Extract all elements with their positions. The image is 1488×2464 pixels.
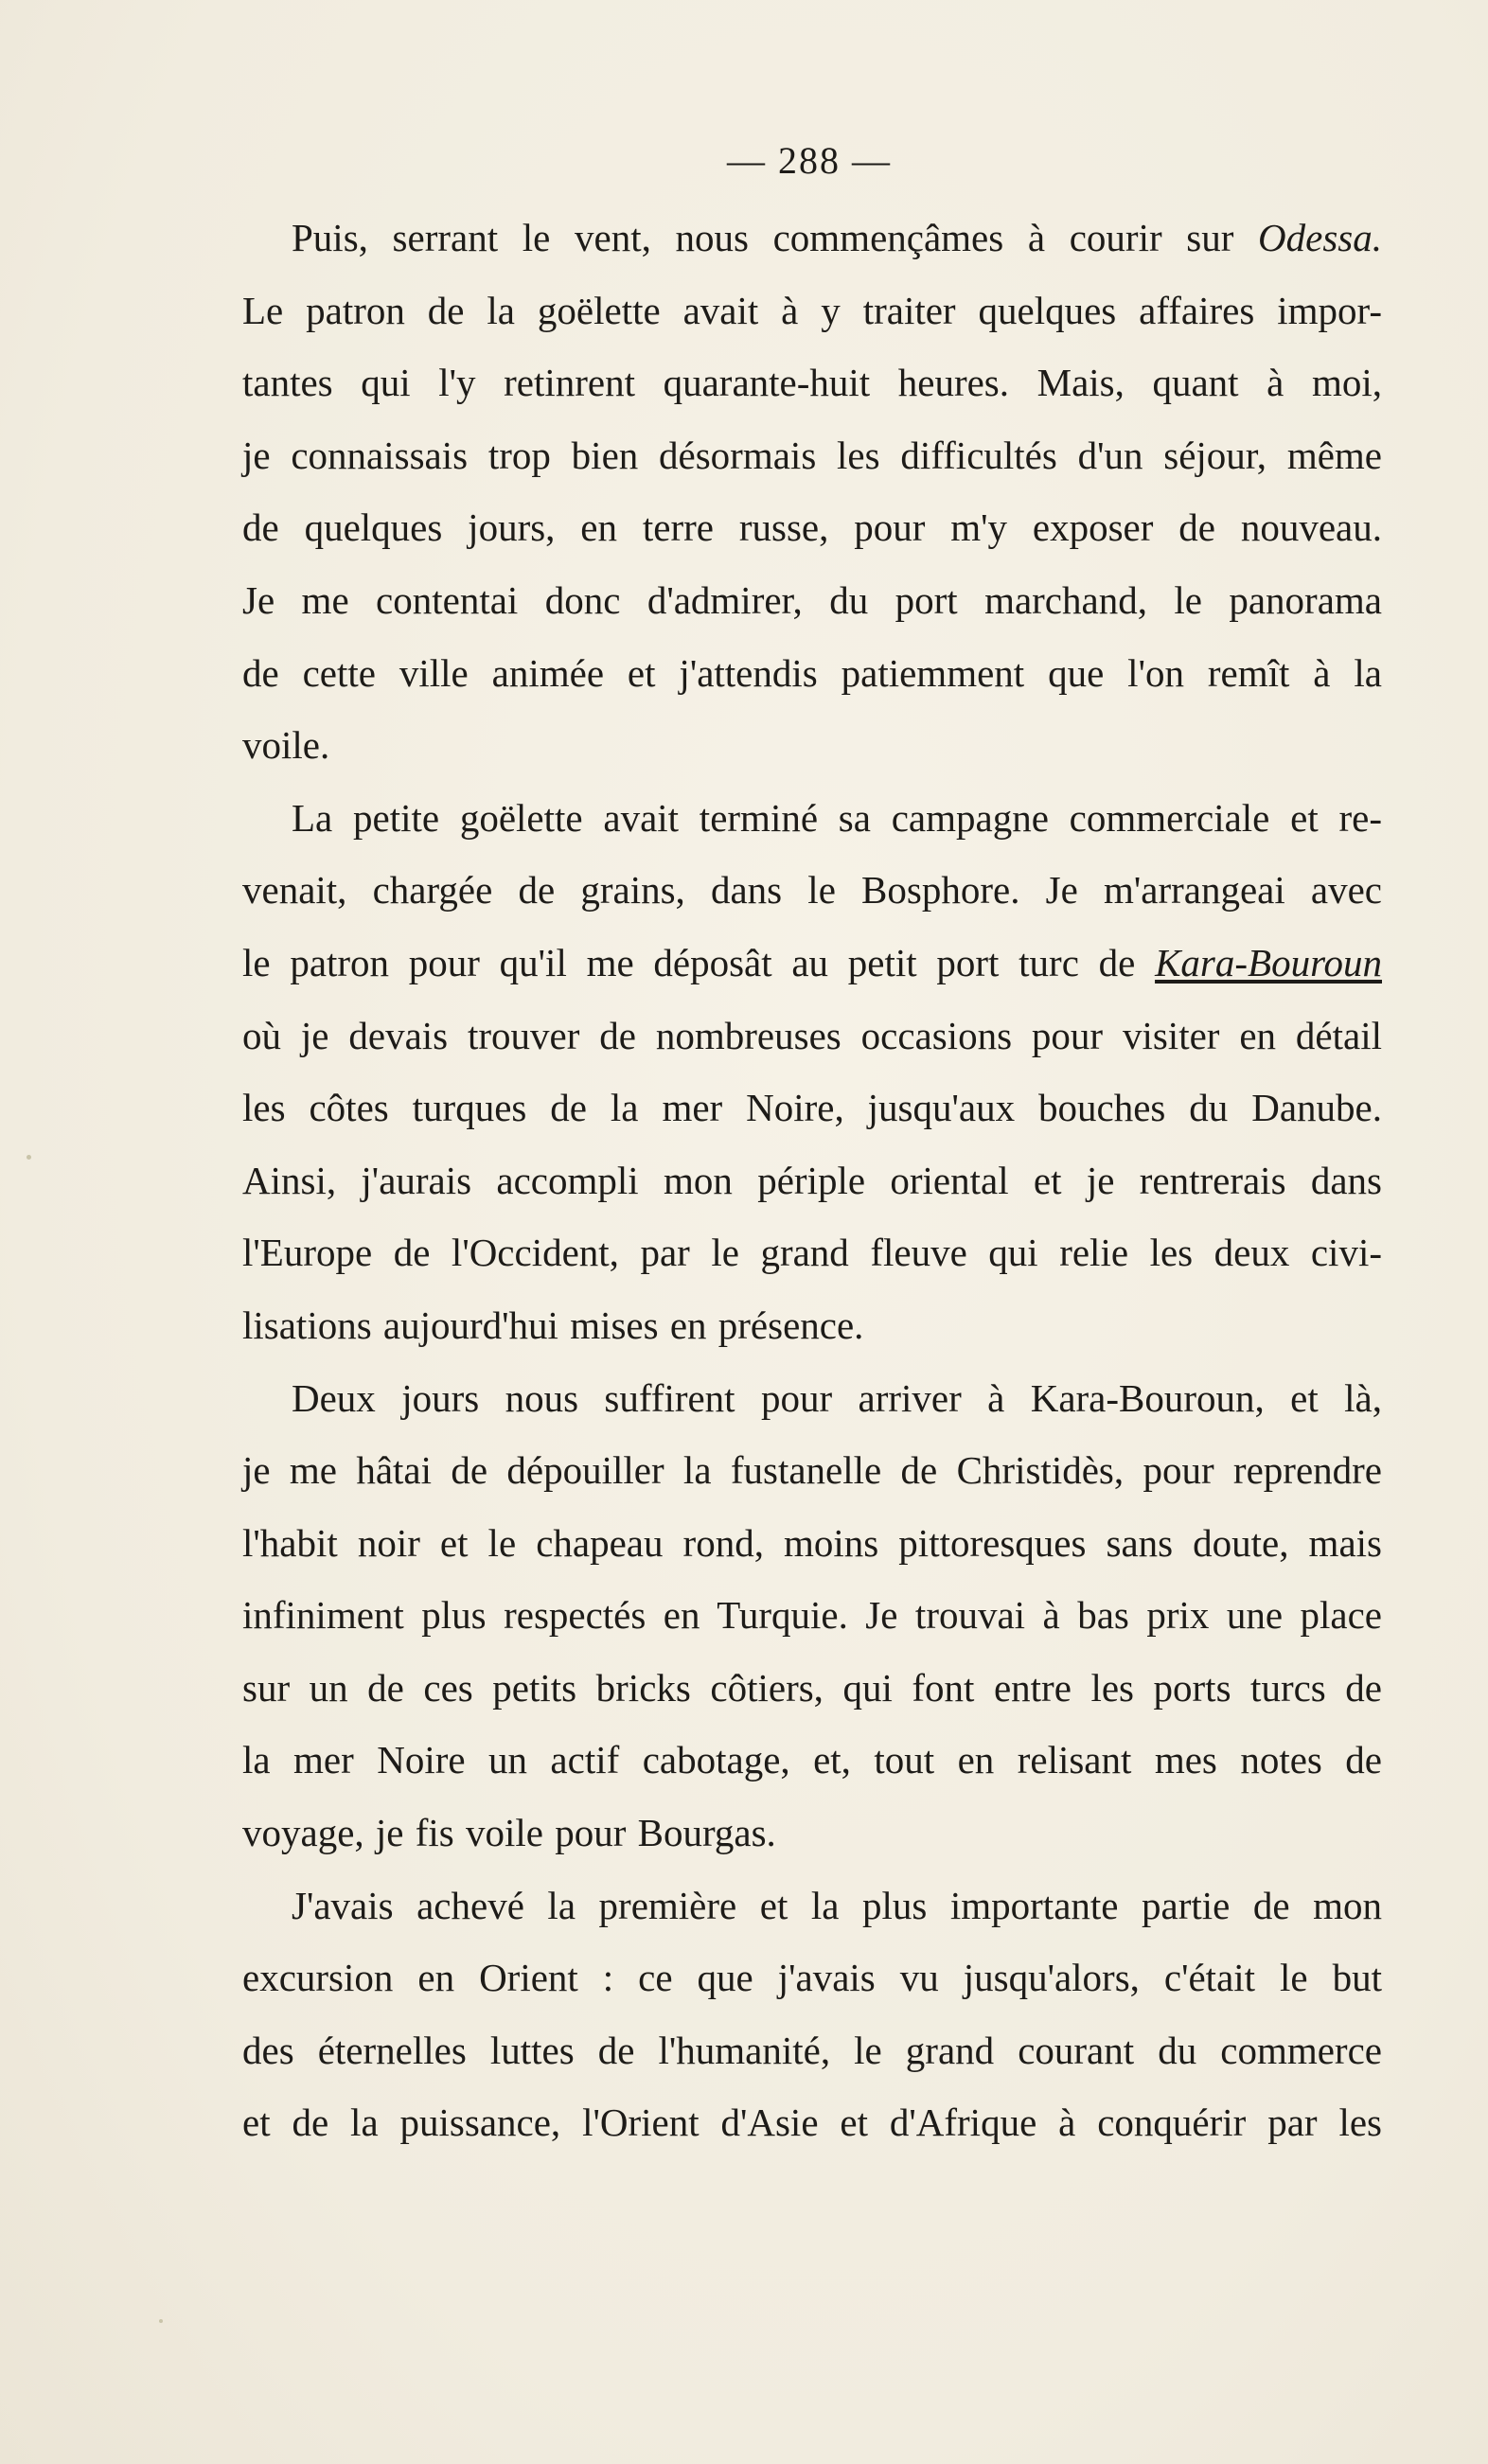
paper-speck <box>159 2319 163 2323</box>
text-line: Le patron de la goëlette avait à y traiter quelques affaires impor- <box>242 288 1382 332</box>
page-number: — 288 — <box>727 139 892 182</box>
text-line: les côtes turques de la mer Noire, jusqu'aux bouches du Danube. <box>242 1086 1382 1130</box>
paragraph <box>242 1362 1382 1870</box>
text-line: je connaissais trop bien désormais les difficultés d'un séjour, même <box>242 433 1382 477</box>
text-line: sur un de ces petits bricks côtiers, qui font entre les ports turcs de <box>242 1665 1382 1710</box>
text-line: et de la puissance, l'Orient d'Asie et d'Afrique à conquérir par les <box>242 2101 1382 2145</box>
text-line: venait, chargée de grains, dans le Bosphore. Je m'arrangeai avec <box>242 868 1382 913</box>
body-text <box>242 202 1382 2159</box>
place-name: Odessa. <box>1258 216 1382 259</box>
paragraph <box>242 782 1382 1362</box>
text-line: excursion en Orient : ce que j'avais vu jusqu'alors, c'était le but <box>242 1956 1382 2000</box>
text-line: la mer Noire un actif cabotage, et, tout en relisant mes notes de <box>242 1738 1382 1782</box>
text-line: l'Europe de l'Occident, par le grand fleuve qui relie les deux civi- <box>242 1231 1382 1275</box>
text-line: lisations aujourd'hui mises en présence. <box>242 1303 864 1347</box>
text-line: infiniment plus respectés en Turquie. Je trouvai à bas prix une place <box>242 1593 1382 1638</box>
text-line: Puis, serrant le vent, nous commençâmes à courir sur Odessa. <box>292 216 1382 259</box>
paper-speck <box>27 1155 31 1160</box>
text-line: voile. <box>242 723 330 768</box>
text-line: J'avais achevé la première et la plus importante partie de mon <box>292 1883 1382 1927</box>
paragraph <box>242 1870 1382 2159</box>
text-line: de cette ville animée et j'attendis patiemment que l'on remît à la <box>242 650 1382 695</box>
text-line: Deux jours nous suffirent pour arriver à Kara-Bouroun, et là, <box>292 1375 1382 1420</box>
text-line: je me hâtai de dépouiller la fustanelle de Christidès, pour reprendre <box>242 1448 1382 1493</box>
text-line: de quelques jours, en terre russe, pour m'y exposer de nouveau. <box>242 505 1382 550</box>
text-line: tantes qui l'y retinrent quarante-huit heures. Mais, quant à moi, <box>242 361 1382 405</box>
text-line: Je me contentai donc d'admirer, du port marchand, le panorama <box>242 577 1382 622</box>
text-line: l'habit noir et le chapeau rond, moins pittoresques sans doute, mais <box>242 1520 1382 1565</box>
text-line: La petite goëlette avait terminé sa campagne commerciale et re- <box>292 795 1382 840</box>
text-line: Ainsi, j'aurais accompli mon périple oriental et je rentrerais dans <box>242 1158 1382 1202</box>
text-line: où je devais trouver de nombreuses occasions pour visiter en détail <box>242 1013 1382 1057</box>
text-line: voyage, je fis voile pour Bourgas. <box>242 1811 776 1855</box>
paragraph <box>242 202 1382 782</box>
text-line: le patron pour qu'il me déposât au petit port turc de Kara-Bouroun <box>242 940 1382 984</box>
place-name: Kara-Bouroun <box>1155 940 1382 984</box>
text-line: des éternelles luttes de l'humanité, le grand courant du commerce <box>242 2028 1382 2072</box>
